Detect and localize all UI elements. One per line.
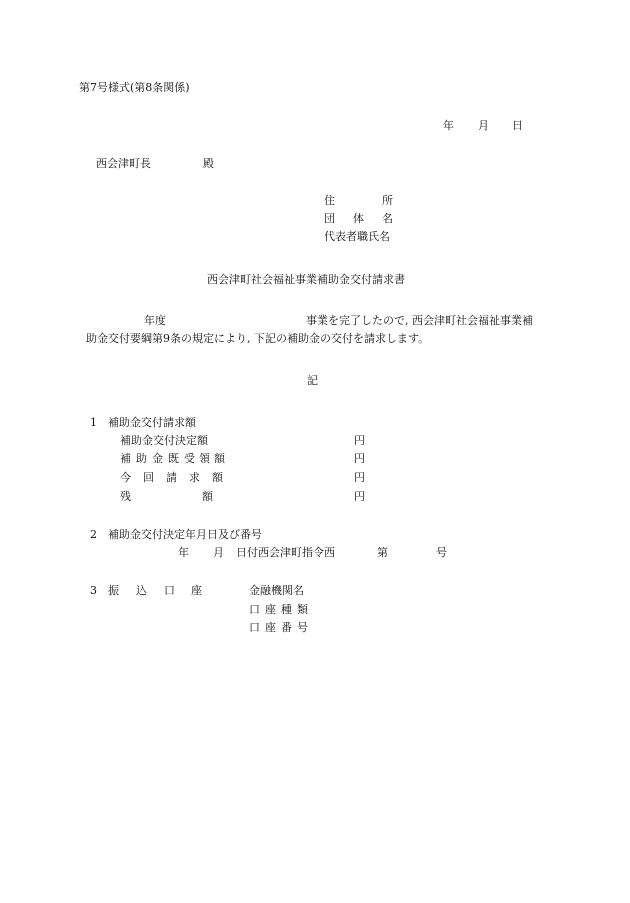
account-type-label-1: 口: [249, 603, 260, 616]
row-this-request-label-5: 額: [212, 471, 223, 484]
date-year-label: 年: [443, 119, 454, 132]
ki-heading: 記: [307, 374, 318, 387]
row-this-request-unit: 円: [354, 471, 365, 484]
account-number-label-3: 番: [281, 621, 292, 634]
addressee-name: 西会津町長: [96, 157, 151, 170]
org-label-1: 団: [324, 212, 335, 225]
fiscal-year-label: 年度: [144, 314, 166, 327]
row-received-amount-label-7: 額: [214, 452, 225, 465]
row-this-request-label-2: 回: [143, 471, 154, 484]
row-balance-label-1: 残: [120, 490, 131, 503]
body-line-2: 助金交付要綱第9条の規定により, 下記の補助金の交付を請求します。: [86, 332, 430, 345]
bank-name-label: 金融機関名: [249, 584, 304, 597]
section1-heading: 補助金交付請求額: [108, 416, 196, 429]
addressee-honorific: 殿: [203, 157, 214, 170]
row-received-amount-label-2: 助: [136, 452, 147, 465]
decision-year-label: 年: [178, 546, 189, 559]
row-received-amount-unit: 円: [354, 452, 365, 465]
row-received-amount-label-6: 領: [199, 452, 210, 465]
org-label-3: 名: [382, 212, 393, 225]
org-label-2: 体: [353, 212, 364, 225]
account-number-label-4: 号: [297, 621, 308, 634]
section3-number: 3: [90, 584, 97, 597]
account-type-label-2: 座: [265, 603, 276, 616]
account-number-label-1: 口: [249, 621, 260, 634]
document-title: 西会津町社会福祉事業補助金交付請求書: [207, 273, 405, 286]
account-number-label-2: 座: [265, 621, 276, 634]
row-balance-unit: 円: [354, 490, 365, 503]
date-day-label: 日: [512, 119, 523, 132]
section1-number: 1: [90, 416, 97, 429]
account-type-label-3: 種: [281, 603, 292, 616]
representative-label: 代表者職氏名: [324, 230, 390, 243]
row-this-request-label-4: 求: [189, 471, 200, 484]
row-received-amount-label-4: 既: [168, 452, 179, 465]
form-number: 第7号様式(第8条関係): [79, 81, 190, 94]
date-month-label: 月: [478, 119, 489, 132]
row-received-amount-label-5: 受: [184, 452, 195, 465]
row-balance-label-2: 額: [202, 490, 213, 503]
decision-month-label: 月: [213, 546, 224, 559]
section3-heading-3: 口: [164, 584, 175, 597]
section3-heading-4: 座: [191, 584, 202, 597]
section2-heading: 補助金交付決定年月日及び番号: [108, 528, 262, 541]
decision-dai-label: 第: [377, 546, 388, 559]
section3-heading-2: 込: [136, 584, 147, 597]
decision-go-label: 号: [436, 546, 447, 559]
section2-number: 2: [90, 528, 97, 541]
decision-day-ref: 日付西会津町指令西: [236, 546, 335, 559]
row-decided-amount-label: 補助金交付決定額: [120, 434, 208, 447]
account-type-label-4: 類: [297, 603, 308, 616]
row-decided-amount-unit: 円: [354, 434, 365, 447]
row-this-request-label-1: 今: [120, 471, 131, 484]
address-label-1: 住: [324, 194, 335, 207]
section3-heading-1: 振: [108, 584, 119, 597]
body-line-1: 事業を完了したので, 西会津町社会福祉事業補: [306, 314, 533, 327]
row-received-amount-label-3: 金: [152, 452, 163, 465]
row-received-amount-label-1: 補: [120, 452, 131, 465]
address-label-2: 所: [382, 194, 393, 207]
row-this-request-label-3: 請: [166, 471, 177, 484]
